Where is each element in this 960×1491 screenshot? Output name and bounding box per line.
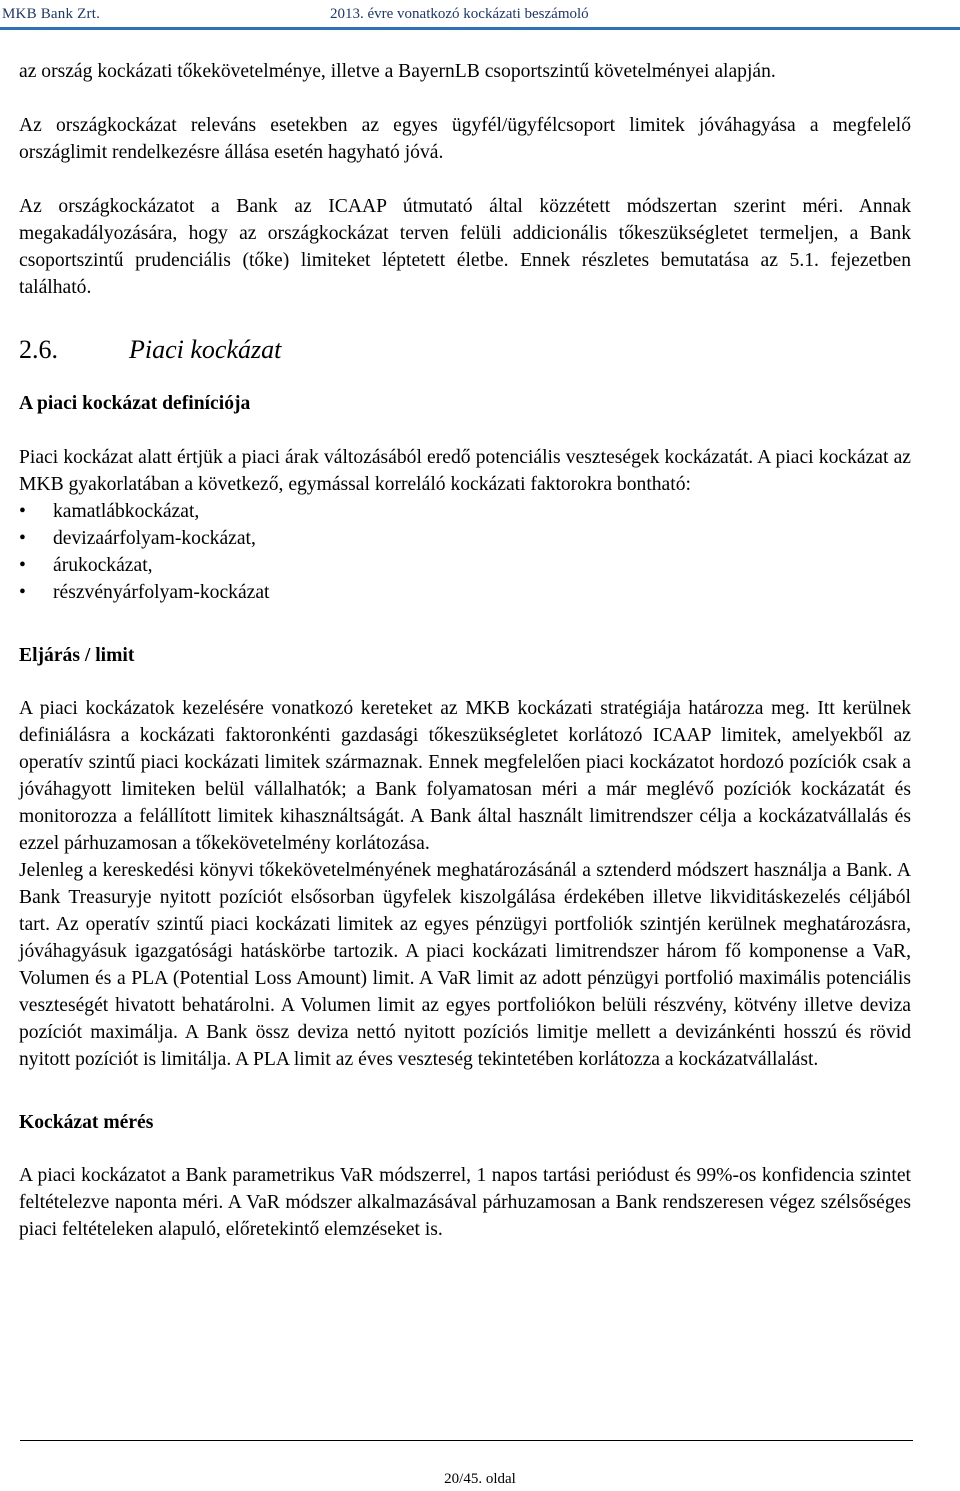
spacer: [19, 1073, 911, 1109]
list-item: [19, 552, 911, 579]
bullet-icon: •: [19, 528, 26, 549]
bullet-icon: •: [19, 582, 26, 603]
list-item: [19, 579, 911, 606]
paragraph-country-risk-measurement: Az országkockázatot a Bank az ICAAP útmutató által közzétett módszertan szerint méri. Annak megakadályozására, hogy az országkockázat terven felüli addicionális tőkeszükségletet termeljen, a Bank csoportszintű prudenciális (tőke) limiteket léptetett életbe. Ennek részletes bemutatása az 5.1. fejezetben található.: [19, 196, 911, 298]
procedure-heading: Eljárás / limit: [19, 645, 135, 666]
section-heading: [19, 335, 911, 365]
header-company: MKB Bank Zrt.: [2, 6, 101, 22]
spacer: [19, 301, 911, 335]
list-item-text: részvényárfolyam-kockázat: [53, 582, 270, 603]
spacer: [19, 365, 911, 390]
measurement-heading: Kockázat mérés: [19, 1112, 154, 1133]
page-number: 20/45. oldal: [444, 1471, 516, 1487]
paragraph-country-limit-approval: Az országkockázat releváns esetekben az egyes ügyfél/ügyfélcsoport limitek jóváhagyása a megfelelő országlimit rendelkezésre állása esetén hagyható jóvá.: [19, 115, 911, 163]
risk-factor-list: [19, 498, 911, 606]
paragraph-country-risk-capital: az ország kockázati tőkekövetelménye, illetve a BayernLB csoportszintű követelményei alapján.: [19, 61, 776, 82]
bullet-icon: •: [19, 555, 26, 576]
list-item-text: árukockázat,: [53, 555, 153, 576]
procedure-paragraph-1: A piaci kockázatok kezelésére vonatkozó kereteket az MKB kockázati stratégiája határozza meg. Itt kerülnek definiálásra a kockázati faktoronkénti gazdasági tőkeszükségletet korlátozó ICAAP limitek, amelyekből az operatív szintű piaci kockázati limitek származnak. Ennek megfelelően piaci kockázatot hordozó pozíciók csak a jóváhagyott limiteken belül vállalhatók; a Bank folyamatosan méri a már meglévő pozíciók kockázatát és monitorozza a felállított limitek kihasználtságát. A Bank által használt limitrendszer célja a kockázatvállalás és ezzel párhuzamosan a tőkekövetelmény korlátozása.: [19, 698, 911, 854]
list-item: [19, 498, 911, 525]
header-report-title: 2013. évre vonatkozó kockázati beszámoló: [330, 6, 589, 22]
page-header: [0, 0, 960, 36]
spacer: [19, 1136, 911, 1162]
definition-paragraph: Piaci kockázat alatt értjük a piaci árak változásából eredő potenciális veszteségek kockázatát. A piaci kockázat az MKB gyakorlatában a következő, egymással korreláló kockázati faktorokra bontható:: [19, 447, 911, 495]
spacer: [19, 166, 911, 193]
page-body: [19, 58, 911, 1243]
measurement-paragraph: A piaci kockázatot a Bank parametrikus VaR módszerrel, 1 napos tartási periódust és 99%-os konfidencia szintet feltételezve naponta méri. A VaR módszer alkalmazásával párhuzamosan a Bank rendszeresen végez szélsőséges piaci feltételeken alapuló, előretekintő elemzéseket is.: [19, 1165, 911, 1240]
list-item-text: kamatlábkockázat,: [53, 501, 200, 522]
spacer: [19, 85, 911, 112]
section-number: 2.6.: [19, 335, 58, 364]
bullet-icon: •: [19, 501, 26, 522]
header-divider: [0, 27, 960, 30]
spacer: [19, 606, 911, 642]
list-item: [19, 525, 911, 552]
spacer: [19, 417, 911, 444]
section-title: Piaci kockázat: [129, 335, 282, 364]
spacer: [19, 669, 911, 695]
list-item-text: devizaárfolyam-kockázat,: [53, 528, 256, 549]
definition-heading: A piaci kockázat definíciója: [19, 393, 251, 414]
procedure-paragraph-2: Jelenleg a kereskedési könyvi tőkekövetelményének meghatározásánál a sztenderd módszert használja a Bank. A Bank Treasuryje nyitott pozíciót elsősorban ügyfelek kiszolgálása érdekében illetve likviditáskezelés céljából tart. Az operatív szintű piaci kockázati limitek az egyes pénzügyi portfoliók szintjén kerülnek meghatározásra, jóváhagyásuk igazgatósági hatáskörbe tartozik. A piaci kockázati limitrendszer három fő komponense a VaR, Volumen és a PLA (Potential Loss Amount) limit. A VaR limit az adott pénzügyi portfolió maximális potenciális veszteségét hivatott behatárolni. A Volumen limit az egyes portfoliókon belüli részvény, kötvény illetve deviza pozíciót maximálja. A Bank össz deviza nettó nyitott pozíciós limitje mellett a devizánkénti hosszú és rövid nyitott pozíciót is limitálja. A PLA limit az éves veszteség tekintetében korlátozza a kockázatvállalást.: [19, 860, 911, 1070]
footer-divider: [20, 1440, 913, 1441]
